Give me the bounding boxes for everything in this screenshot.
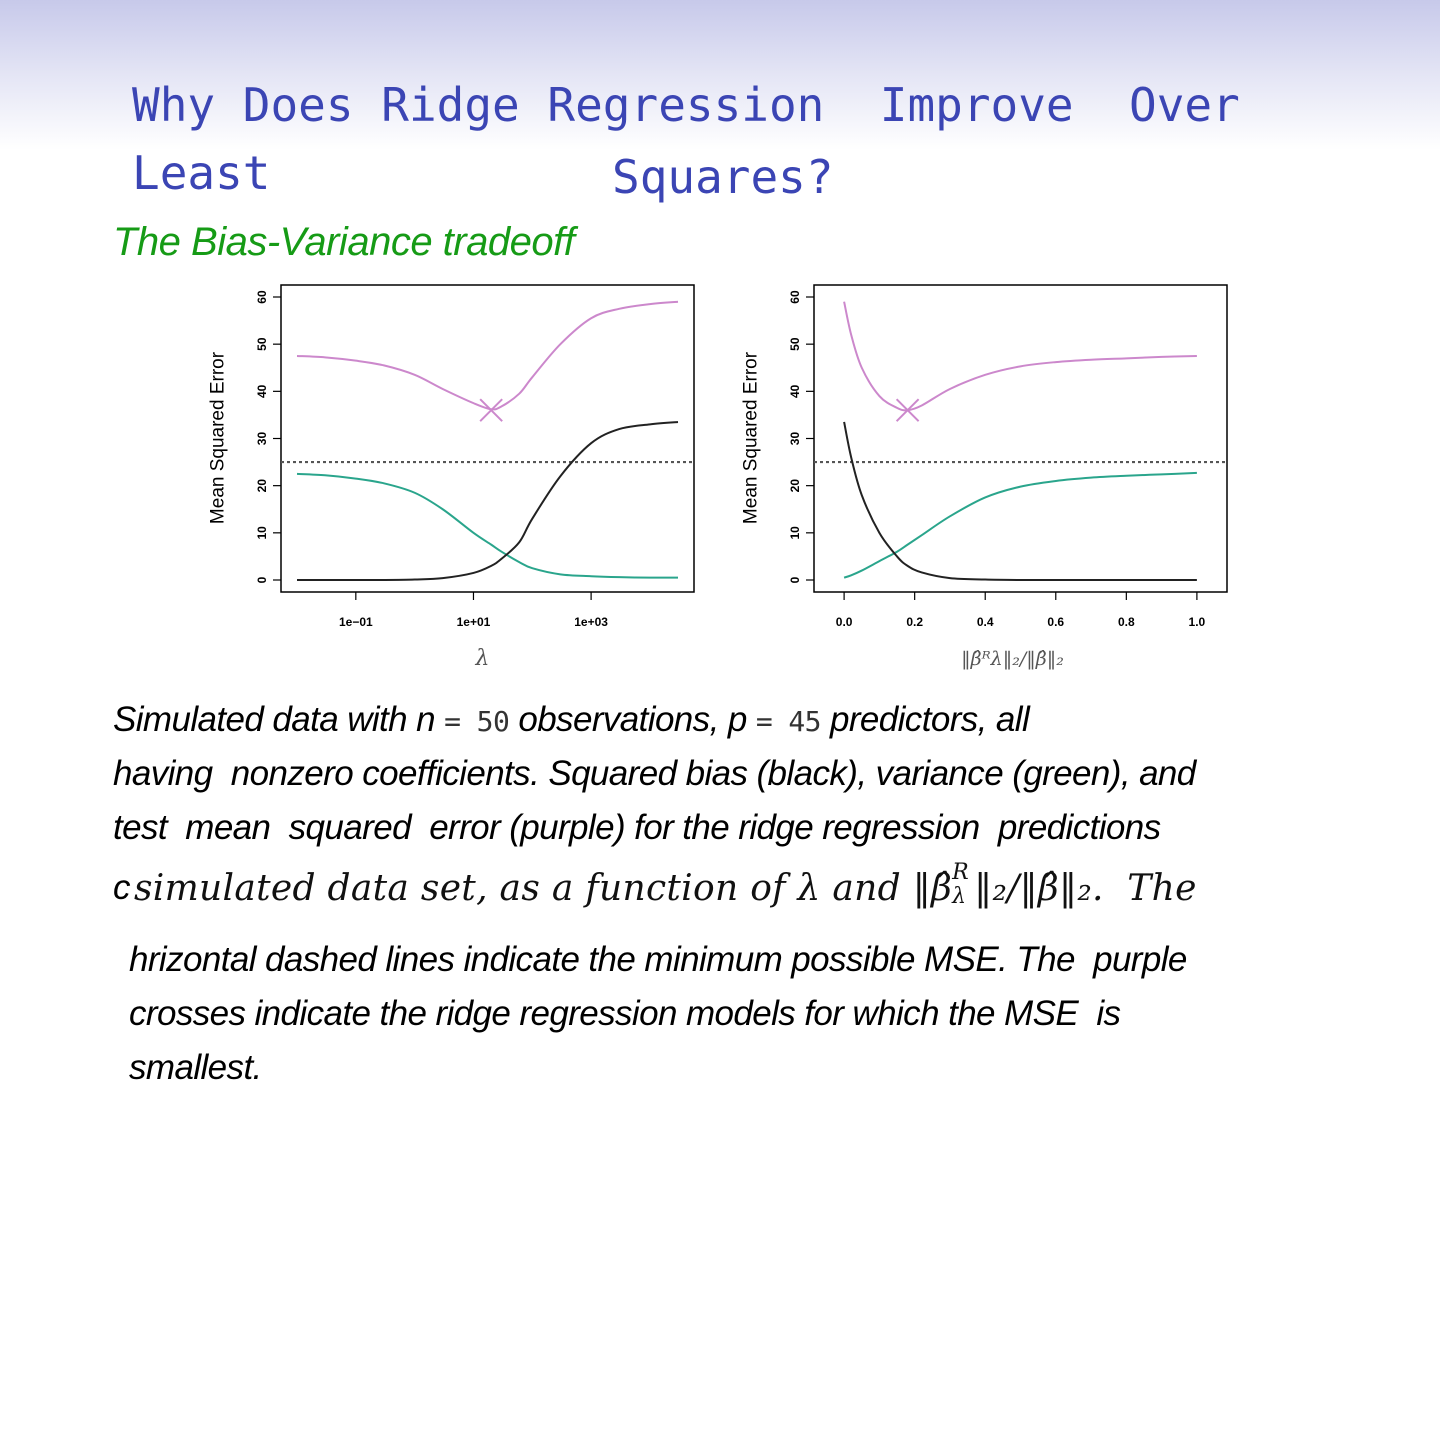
x-tick-label: 1e+01 bbox=[456, 615, 491, 629]
x-tick-label: 0.8 bbox=[1117, 615, 1135, 629]
x-axis-label: ‖β̂ᴿλ‖₂/‖β̂‖₂ bbox=[961, 648, 1064, 670]
caption-line-1 bbox=[113, 700, 1029, 740]
y-axis-label: Mean Squared Error bbox=[740, 351, 762, 525]
y-tick-label: 10 bbox=[788, 526, 802, 540]
y-tick-label: 30 bbox=[788, 431, 802, 446]
caption-line-5: hrizontal dashed lines indicate the minimum possible MSE. The purple bbox=[129, 940, 1187, 979]
formula-super-sub bbox=[952, 860, 974, 909]
mse-curve bbox=[844, 302, 1197, 411]
y-tick-label: 10 bbox=[255, 526, 269, 540]
y-tick-label: 20 bbox=[788, 478, 802, 493]
x-tick-label: 0.4 bbox=[976, 615, 994, 629]
x-tick-label: 1e−01 bbox=[338, 615, 373, 629]
y-tick-label: 60 bbox=[255, 290, 269, 304]
caption-p: p bbox=[727, 700, 747, 739]
y-tick-label: 40 bbox=[255, 384, 269, 399]
bias-curve bbox=[297, 422, 678, 580]
y-tick-label: 20 bbox=[255, 478, 269, 493]
variance-curve bbox=[844, 473, 1197, 578]
caption-clipped-char: c bbox=[113, 868, 131, 907]
caption-line-4-formula bbox=[134, 860, 1197, 909]
y-tick-label: 30 bbox=[255, 431, 269, 446]
x-tick-label: 1e+03 bbox=[574, 615, 608, 629]
formula-rest: ‖₂/‖β̂‖₂. The bbox=[974, 868, 1197, 909]
slide-subtitle: The Bias-Variance tradeoff bbox=[113, 220, 575, 264]
formula-subscript: λ bbox=[952, 884, 967, 909]
x-tick-label: 0.6 bbox=[1047, 615, 1065, 629]
x-tick-label: 0.2 bbox=[906, 615, 924, 629]
x-tick-label: 0.0 bbox=[835, 615, 853, 629]
plot-frame bbox=[281, 285, 694, 592]
slide-title-line-1: Why Does Ridge Regression Improve Over bbox=[132, 78, 1240, 132]
caption-n-value: = 50 bbox=[444, 705, 510, 738]
caption-line-3: test mean squared error (purple) for the ridge regression predictions bbox=[113, 808, 1161, 847]
caption-line-2: having nonzero coefficients. Squared bias (black), variance (green), and bbox=[113, 754, 1196, 793]
chart-lambda bbox=[208, 285, 695, 671]
y-axis-label: Mean Squared Error bbox=[207, 351, 229, 525]
formula-text: simulated data set, as a function of λ and ‖β̂ bbox=[134, 868, 953, 909]
bias-curve bbox=[844, 422, 1197, 580]
variance-curve bbox=[297, 474, 678, 578]
formula-superscript: R bbox=[952, 860, 970, 885]
x-tick-label: 1.0 bbox=[1188, 615, 1206, 629]
caption-p-value: = 45 bbox=[755, 705, 821, 738]
caption-line-6: crosses indicate the ridge regression models for which the MSE is bbox=[129, 994, 1121, 1033]
slide-title-squares: Squares? bbox=[612, 150, 834, 204]
figure-charts bbox=[0, 0, 1440, 700]
y-tick-label: 40 bbox=[788, 384, 802, 399]
y-tick-label: 0 bbox=[255, 576, 269, 584]
plot-frame bbox=[814, 285, 1227, 592]
caption-text: predictors, all bbox=[820, 700, 1030, 739]
caption-text: Simulated data with bbox=[113, 700, 417, 739]
y-tick-label: 50 bbox=[255, 337, 269, 351]
caption-line-7: smallest. bbox=[129, 1048, 262, 1087]
y-tick-label: 50 bbox=[788, 337, 802, 351]
slide-title-least: Least bbox=[132, 146, 271, 200]
mse-curve bbox=[297, 302, 678, 410]
caption-n: n bbox=[416, 700, 436, 739]
chart-norm-ratio bbox=[741, 285, 1228, 670]
y-tick-label: 0 bbox=[788, 576, 802, 584]
y-tick-label: 60 bbox=[788, 290, 802, 304]
x-axis-label: λ bbox=[475, 646, 490, 671]
caption-text: observations, bbox=[509, 700, 728, 739]
